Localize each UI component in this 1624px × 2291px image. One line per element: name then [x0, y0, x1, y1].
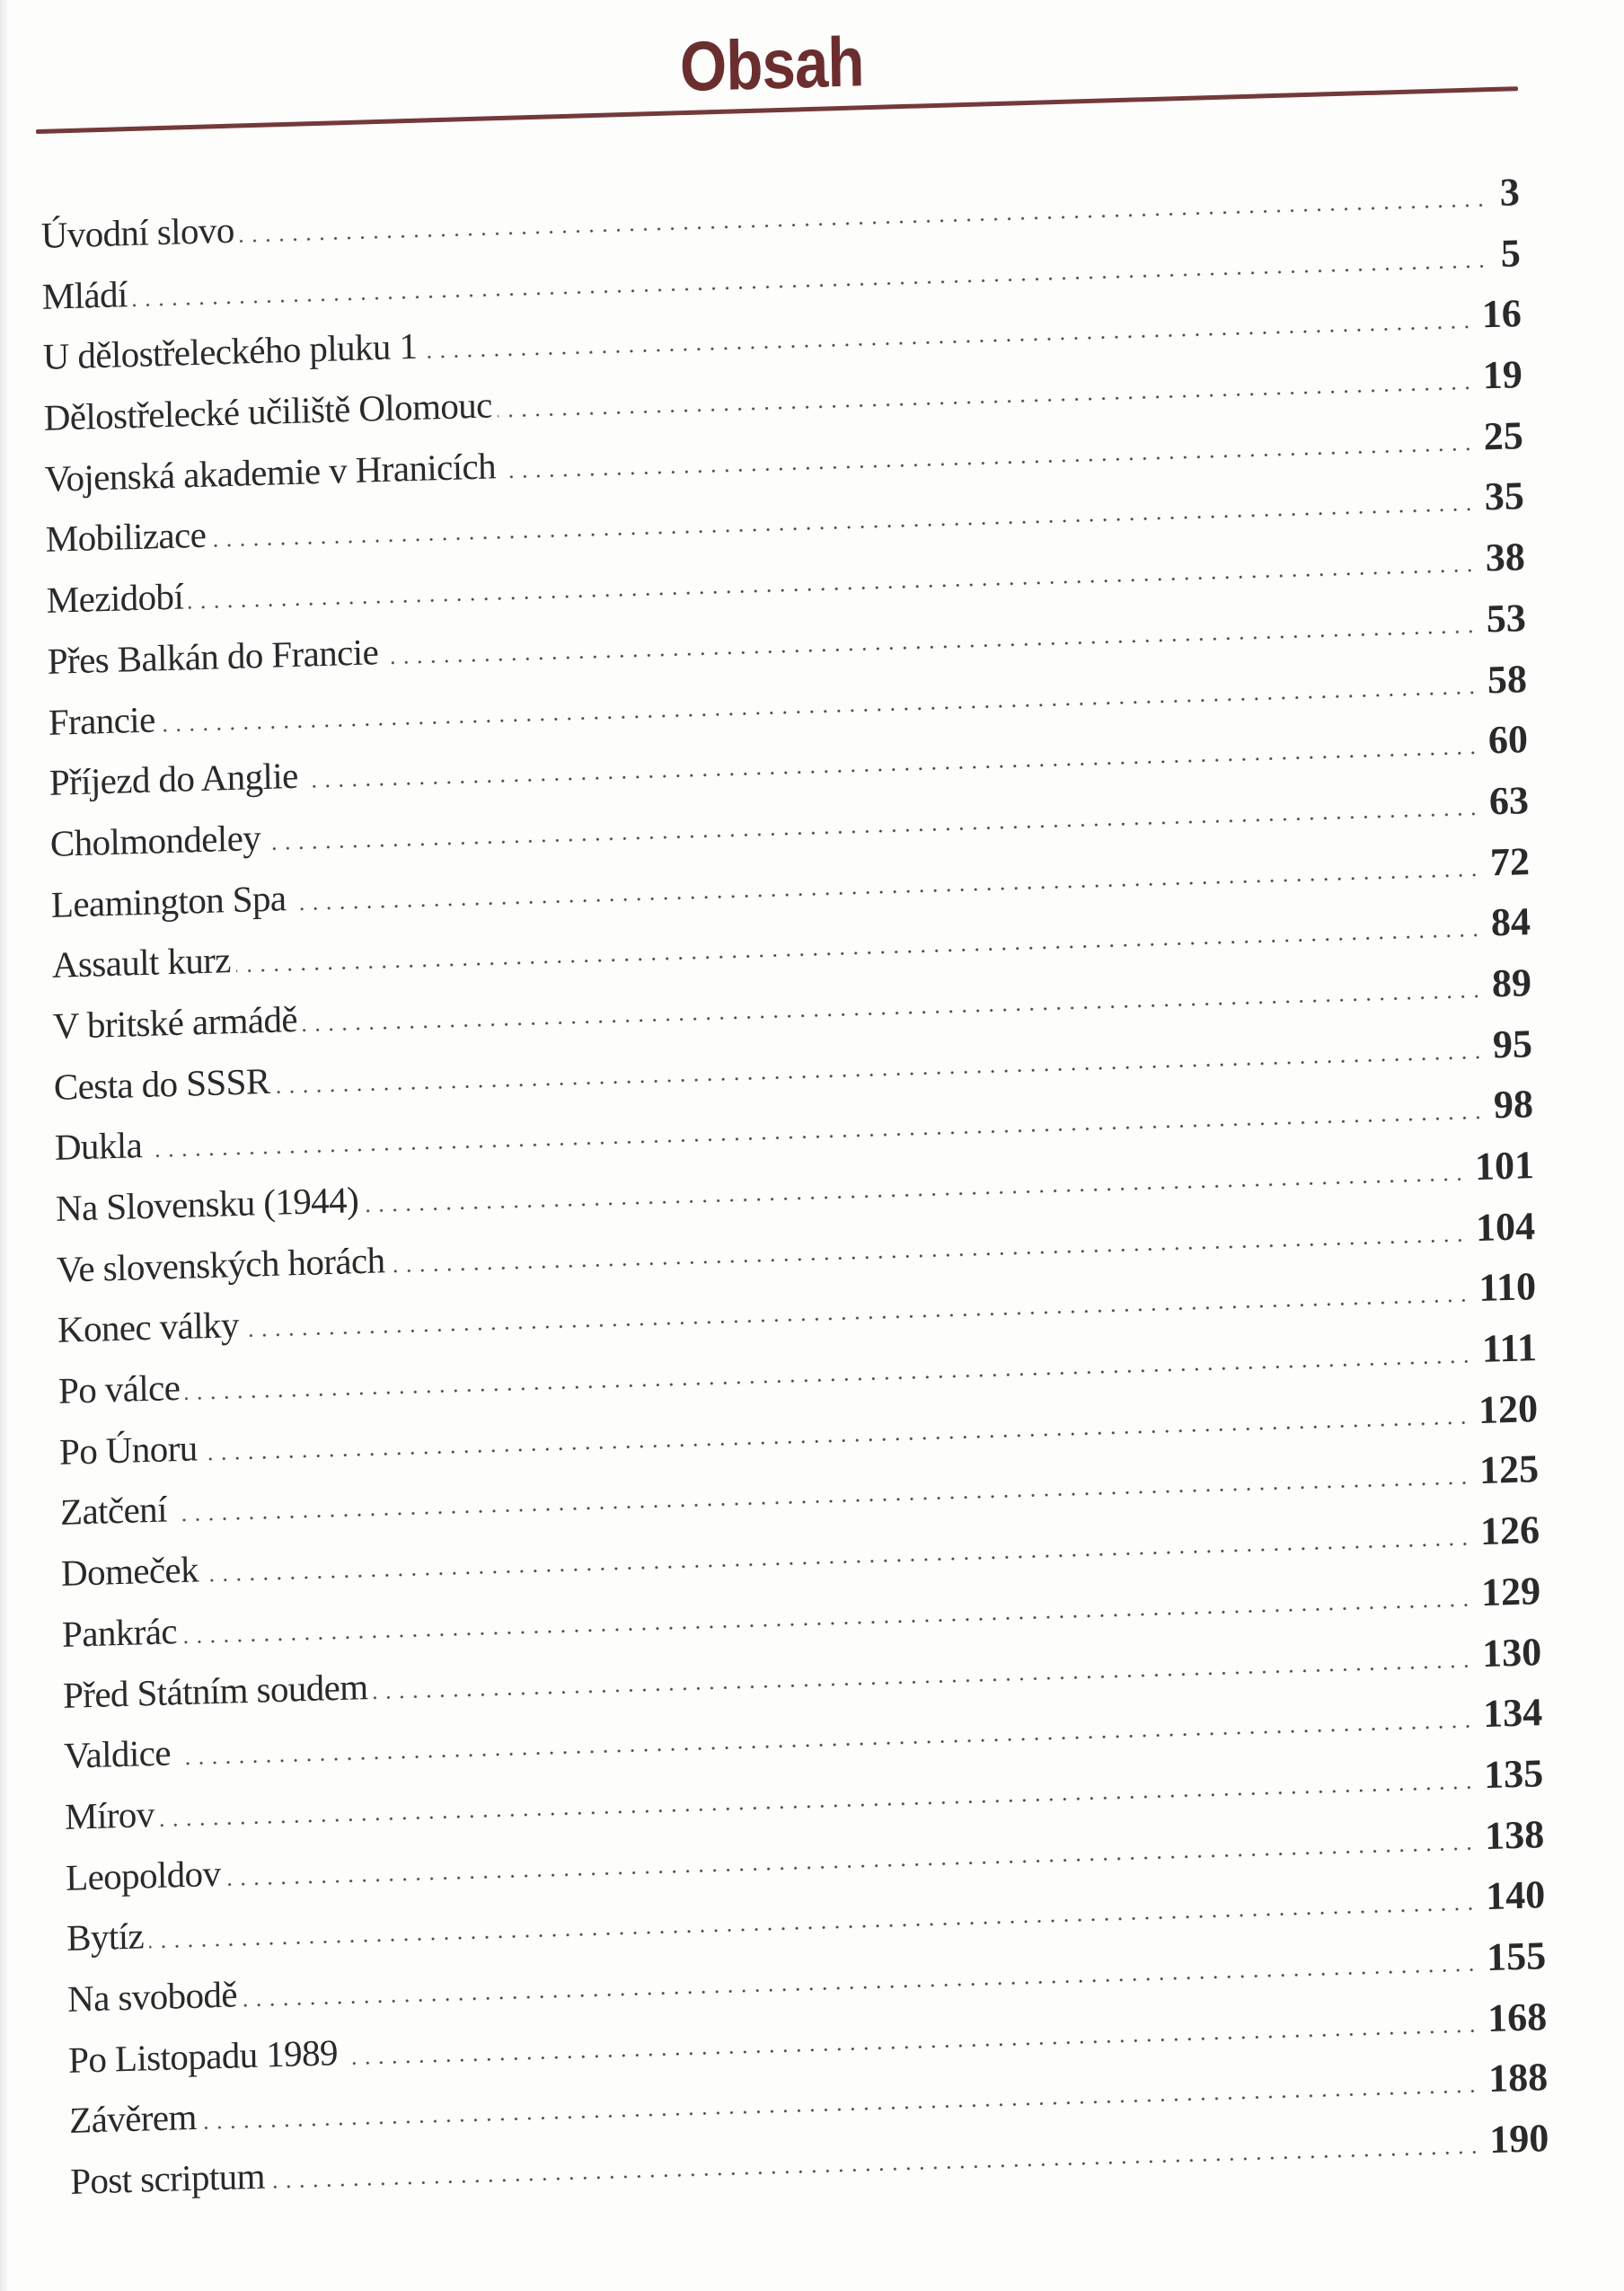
toc-entry-title: Cholmondeley	[49, 816, 261, 864]
toc-entry-page-number: 110	[1478, 1264, 1537, 1311]
toc-entry-page-number: 125	[1478, 1446, 1540, 1493]
toc-entry-page-number: 140	[1485, 1872, 1546, 1919]
toc-entry-title: Po Listopadu 1989	[67, 2030, 339, 2081]
toc-page	[36, 22, 1549, 2202]
toc-entry-title: Pankrác	[61, 1609, 178, 1655]
toc-entry-title: Valdice	[63, 1731, 172, 1777]
toc-entry-title: Ve slovenských horách	[56, 1238, 385, 1290]
toc-entry-title: Úvodní slovo	[40, 208, 234, 256]
page-gutter-shadow	[0, 0, 9, 2291]
toc-entry-page-number: 19	[1482, 352, 1523, 398]
toc-entry-page-number: 138	[1484, 1811, 1545, 1858]
toc-entry-page-number: 190	[1488, 2116, 1549, 2163]
toc-entry-page-number: 53	[1486, 595, 1527, 641]
toc-entry-page-number: 120	[1478, 1385, 1539, 1432]
page-title: Obsah	[679, 22, 865, 107]
toc-entry-title: Mobilizace	[45, 514, 207, 561]
toc-entry-page-number: 16	[1481, 291, 1522, 337]
toc-entry-page-number: 126	[1479, 1508, 1540, 1554]
toc-entry-page-number: 3	[1499, 170, 1521, 215]
toc-entry-page-number: 38	[1485, 535, 1526, 580]
toc-entry-page-number: 111	[1481, 1325, 1538, 1371]
toc-entry-page-number: 5	[1500, 230, 1522, 276]
toc-entry-title: Před Státním soudem	[62, 1665, 368, 1716]
toc-entry-title: Po Únoru	[58, 1427, 198, 1473]
toc-entry-title: V britské armádě	[52, 997, 298, 1047]
toc-entry-title: Konec války	[57, 1304, 240, 1351]
toc-entry-page-number: 155	[1486, 1933, 1547, 1980]
toc-entry-title: Assault kurz	[51, 939, 232, 986]
toc-entry-title: Post scriptum	[69, 2154, 266, 2202]
toc-entry-title: Po válce	[57, 1367, 181, 1411]
toc-entry-page-number: 63	[1488, 778, 1530, 824]
toc-entry-page-number: 104	[1475, 1203, 1536, 1250]
table-of-contents	[40, 162, 1549, 2211]
toc-entry-page-number: 98	[1493, 1082, 1534, 1128]
toc-entry-page-number: 188	[1487, 2055, 1549, 2101]
toc-entry-page-number: 84	[1490, 899, 1531, 945]
toc-entry-title: Na Slovensku (1944)	[55, 1179, 359, 1229]
toc-entry-title: Závěrem	[68, 2096, 198, 2142]
toc-entry-title: Mírov	[64, 1792, 154, 1837]
toc-entry-title: Vojenská akademie v Hranicích	[44, 445, 497, 500]
toc-entry-title: Mládí	[41, 272, 128, 317]
toc-entry-title: Příjezd do Anglie	[49, 755, 298, 804]
toc-entry-page-number: 134	[1482, 1690, 1543, 1737]
toc-entry-page-number: 130	[1481, 1629, 1542, 1676]
toc-entry-title: Zatčení	[59, 1488, 168, 1534]
toc-entry-page-number: 25	[1483, 412, 1524, 459]
toc-entry-title: Francie	[48, 697, 155, 743]
toc-entry-title: Leamington Spa	[50, 876, 287, 925]
toc-entry-title: Leopoldov	[65, 1852, 221, 1898]
toc-entry-page-number: 89	[1491, 960, 1532, 1006]
toc-entry-title: Přes Balkán do Francie	[47, 631, 379, 682]
toc-entry-title: Dělostřelecké učiliště Olomouc	[43, 384, 493, 438]
toc-entry-page-number: 95	[1492, 1021, 1533, 1067]
toc-entry-page-number: 135	[1483, 1751, 1544, 1797]
toc-entry-title: Bytíz	[66, 1915, 145, 1959]
toc-entry-page-number: 72	[1489, 838, 1531, 884]
toc-entry-page-number: 60	[1487, 717, 1529, 763]
toc-entry-page-number: 58	[1487, 656, 1528, 702]
toc-entry-page-number: 129	[1480, 1568, 1541, 1614]
toc-entry-title: Domeček	[60, 1548, 199, 1595]
toc-entry-page-number: 35	[1484, 473, 1525, 519]
toc-entry-page-number: 101	[1474, 1143, 1535, 1190]
toc-entry-title: Dukla	[54, 1124, 143, 1169]
toc-entry-title: U dělostřeleckého pluku 1	[42, 325, 418, 378]
toc-entry-title: Na svobodě	[66, 1973, 238, 2020]
toc-entry-page-number: 168	[1487, 1994, 1548, 2040]
toc-entry-title: Mezidobí	[46, 575, 184, 622]
toc-entry-title: Cesta do SSSR	[53, 1059, 270, 1108]
